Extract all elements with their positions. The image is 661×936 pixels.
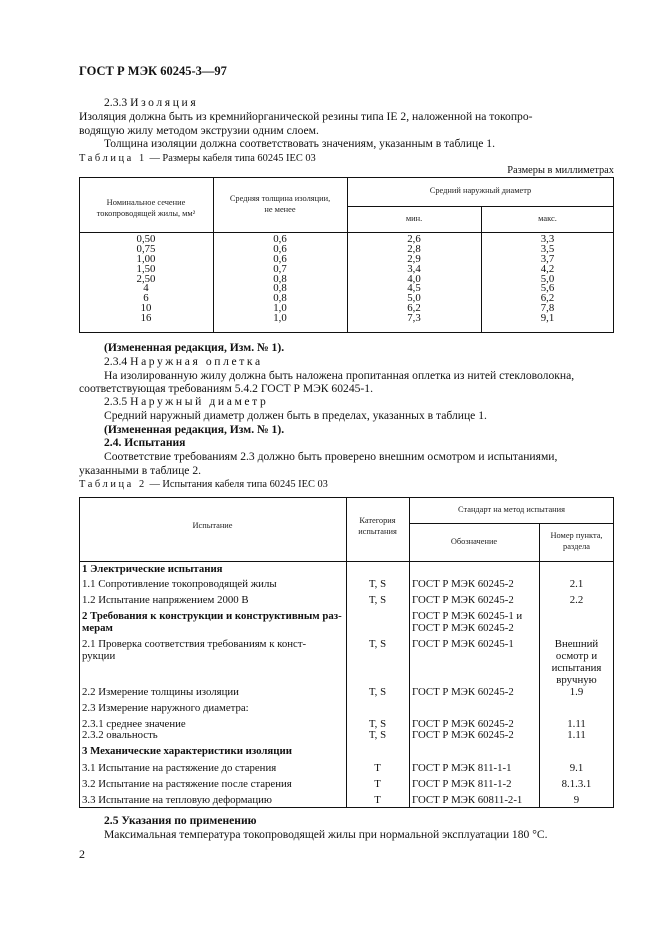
table2-row-3-2-number: 8.1.3.1	[561, 778, 592, 790]
table2-row-1-1-category: T, S	[368, 578, 387, 590]
table2-header-category-a: Категория	[359, 516, 396, 525]
section-24-heading: 2.4. Испытания	[104, 436, 186, 449]
table2-row-3-1-category: T	[374, 762, 381, 774]
section-235-title	[104, 395, 268, 408]
table2-row-2-3-2-standard: ГОСТ Р МЭК 60245-2	[412, 729, 514, 741]
table-cell: 3,5	[540, 242, 555, 255]
document-header: ГОСТ Р МЭК 60245-3—97	[79, 64, 227, 78]
table-cell: 5,0	[407, 292, 421, 305]
table-cell: 0,50	[136, 233, 156, 245]
section-234-heading: Наружная оплетка	[130, 355, 263, 368]
table-cell: 4,0	[407, 272, 421, 285]
table2-row-3-3-test: 3.3 Испытание на тепловую деформацию	[82, 794, 272, 806]
table-cell: 10	[140, 302, 152, 315]
table-cell: 1,50	[136, 262, 156, 275]
section-233-heading: Изоляция	[130, 96, 199, 109]
table-cell: 3,4	[407, 262, 421, 275]
table2-group-construction	[82, 610, 342, 634]
table1-header-thickness-a: Средняя толщина изоляции,	[229, 194, 331, 203]
table2-row-2-3-2-category: T, S	[368, 729, 387, 741]
table2-header-number	[539, 530, 614, 552]
table-cell: 6	[143, 292, 149, 305]
table2-row-2-3-test: 2.3 Измерение наружного диаметра:	[82, 702, 249, 714]
table-cell: 7,3	[407, 312, 421, 325]
table2-row-3-2-test: 3.2 Испытание на растяжение после старения	[82, 778, 292, 790]
table1-col-min	[347, 234, 481, 323]
table2-header-number-b: раздела	[563, 542, 590, 551]
table2-row-2-1-test-a: 2.1 Проверка соответствия требованиям к конст-	[82, 638, 307, 650]
table2-row-1-2-test: 1.2 Испытание напряжением 2000 В	[82, 594, 249, 606]
table-cell: 2,9	[407, 252, 421, 265]
table2-row-2-3-1-number: 1.11	[567, 718, 586, 730]
section-25-heading: 2.5 Указания по применению	[104, 814, 257, 827]
table1-caption-text: — Размеры кабеля типа 60245 IEC 03	[146, 153, 316, 164]
table1-header-thickness	[213, 193, 347, 215]
table2-header-standard: Стандарт на метод испытания	[457, 505, 565, 514]
table-cell: 3,7	[540, 252, 555, 265]
table2-header-designation: Обозначение	[450, 537, 498, 546]
page-number: 2	[79, 847, 85, 861]
table2-header-category	[346, 515, 409, 537]
table2-row-1-2-number: 2.2	[569, 594, 584, 606]
section-25-line1: Максимальная температура токопроводящей жилы при нормальной эксплуатации 180 °С.	[104, 828, 548, 841]
table1-header-min: мин.	[405, 214, 423, 223]
section-24-line2: указанными в таблице 2.	[79, 464, 202, 477]
table-cell: 3,3	[540, 233, 555, 245]
table2-row-2-1-standard: ГОСТ Р МЭК 60245-1	[412, 638, 514, 650]
table2-row-3-1-test: 3.1 Испытание на растяжение до старения	[82, 762, 277, 774]
table2-row-1-2-standard: ГОСТ Р МЭК 60245-2	[412, 594, 514, 606]
table2-row-2-1-number-b: осмотр и	[555, 650, 598, 662]
section-235-line1: Средний наружный диаметр должен быть в пределах, указанных в таблице 1.	[104, 409, 487, 422]
table-cell: 5,0	[540, 272, 555, 285]
table2-row-3-3-number: 9	[573, 794, 580, 806]
table2-row-2-1-number-c: испытания	[551, 662, 602, 674]
table2-row-3-2-category: T	[374, 778, 381, 790]
table1-units-note: Размеры в миллиметрах	[507, 165, 614, 176]
table2-caption-label: Таблица 2	[79, 479, 147, 490]
section-233-line1: Изоляция должна быть из кремнийорганической резины типа IE 2, наложенной на токопро-	[79, 110, 533, 123]
table2-row-1-1-test: 1.1 Сопротивление токопроводящей жилы	[82, 578, 277, 590]
section-234-line1: На изолированную жилу должна быть наложена пропитанная оплетка из нитей стекловолокна,	[104, 369, 575, 382]
table2-row-2-1-number	[539, 638, 614, 686]
table2-caption-text: — Испытания кабеля типа 60245 IEC 03	[146, 479, 328, 490]
table2-group-construction-b: мерам	[82, 622, 113, 634]
table2-row-2-2-test: 2.2 Измерение толщины изоляции	[82, 686, 239, 698]
section-234-line2: соответствующая требованиям 5.4.2 ГОСТ Р МЭК 60245-1.	[79, 382, 373, 395]
section-234-number: 2.3.4	[104, 355, 128, 368]
table2-row-2-1-number-a: Внешний	[554, 638, 599, 650]
table1-col-thickness	[213, 234, 347, 323]
table-cell: 2,8	[407, 242, 421, 255]
table2-header-test: Испытание	[192, 521, 233, 530]
table-cell: 16	[140, 312, 152, 325]
table-cell: 2,50	[136, 272, 156, 285]
table1-col-max	[481, 234, 614, 323]
table1-header-diameter: Средний наружный диаметр	[429, 186, 532, 195]
table-cell: 1,0	[273, 302, 287, 315]
table1-caption	[79, 152, 316, 165]
section-234-title	[104, 355, 263, 368]
table-cell: 0,6	[273, 233, 287, 245]
table2-row-1-2-category: T, S	[368, 594, 387, 606]
table1-caption-label: Таблица 1	[79, 153, 147, 164]
table2-row-2-3-2-number: 1.11	[567, 729, 586, 741]
table2-row-3-1-standard: ГОСТ Р МЭК 811-1-1	[412, 762, 512, 774]
table1-header-section-a: Номинальное сечение	[106, 198, 186, 207]
table-cell: 0,6	[273, 252, 287, 265]
table2-row-2-3-1-category: T, S	[368, 718, 387, 730]
table1-col-section	[79, 234, 213, 323]
table2-row-2-2-standard: ГОСТ Р МЭК 60245-2	[412, 686, 514, 698]
table2-group-mechanical: 3 Механические характеристики изоляции	[82, 745, 292, 757]
table-cell: 6,2	[540, 292, 555, 305]
table2-group-construction-standard-b: ГОСТ Р МЭК 60245-2	[412, 622, 514, 634]
section-233-line2: водящую жилу методом экструзии одним слоем.	[79, 124, 319, 137]
table2-group-construction-standard	[412, 610, 522, 634]
table2-row-3-2-standard: ГОСТ Р МЭК 811-1-2	[412, 778, 512, 790]
section-233-title	[104, 96, 198, 109]
table-cell: 0,8	[273, 282, 287, 295]
table2-row-2-2-category: T, S	[368, 686, 387, 698]
table2-row-2-3-1-test: 2.3.1 среднее значение	[82, 718, 186, 730]
table-cell: 0,8	[273, 292, 287, 305]
section-235-heading: Наружный диаметр	[130, 395, 269, 408]
table2-row-2-2-number: 1.9	[569, 686, 584, 698]
table-cell: 0,8	[273, 272, 287, 285]
table-cell: 1,0	[273, 312, 287, 325]
table2-caption	[79, 478, 328, 491]
table1	[79, 177, 614, 333]
table2-row-1-1-standard: ГОСТ Р МЭК 60245-2	[412, 578, 514, 590]
table1-header-section-b: токопроводящей жилы, мм²	[96, 209, 196, 218]
section-24-line1: Соответствие требованиям 2.3 должно быть проверено внешним осмотром и испытаниями,	[104, 450, 558, 463]
table2-row-2-3-1-standard: ГОСТ Р МЭК 60245-2	[412, 718, 514, 730]
table-cell: 7,8	[540, 302, 555, 315]
table2-group-construction-standard-a: ГОСТ Р МЭК 60245-1 и	[412, 610, 523, 622]
table-cell: 1,00	[136, 252, 156, 265]
table-cell: 4	[143, 282, 149, 295]
table1-header-section	[79, 197, 213, 219]
table2-row-2-1-number-d: вручную	[556, 674, 597, 686]
table-cell: 6,2	[407, 302, 421, 315]
table-cell: 4,5	[407, 282, 421, 295]
table-cell: 9,1	[540, 312, 555, 325]
table2-row-3-1-number: 9.1	[569, 762, 584, 774]
edit-note-1: (Измененная редакция, Изм. № 1).	[104, 341, 285, 354]
table2-row-2-1-category: T, S	[368, 638, 387, 650]
table2-row-1-1-number: 2.1	[569, 578, 584, 590]
table-cell: 0,75	[136, 242, 156, 255]
table1-header-thickness-b: не менее	[264, 205, 296, 214]
table2-group-construction-a: 2 Требования к конструкции и конструктивным раз-	[82, 610, 342, 622]
table2-row-2-1-test	[82, 638, 306, 662]
table2-header-number-a: Номер пункта,	[550, 531, 603, 540]
table2-group-electrical: 1 Электрические испытания	[82, 563, 223, 575]
table2-row-2-3-2-test: 2.3.2 овальность	[82, 729, 158, 741]
table2-row-3-3-category: T	[374, 794, 381, 806]
table-cell: 0,7	[273, 262, 287, 275]
section-235-number: 2.3.5	[104, 395, 128, 408]
table-cell: 2,6	[407, 233, 421, 245]
table-cell: 4,2	[540, 262, 555, 275]
table2-row-2-1-test-b: рукции	[82, 650, 116, 662]
section-233-number: 2.3.3	[104, 96, 128, 109]
table-cell: 5,6	[540, 282, 555, 295]
table2-row-3-3-standard: ГОСТ Р МЭК 60811-2-1	[412, 794, 523, 806]
table1-header-max: макс.	[538, 214, 557, 223]
section-233-line3: Толщина изоляции должна соответствовать значениям, указанным в таблице 1.	[104, 137, 495, 150]
table2	[79, 497, 614, 808]
table2-header-category-b: испытания	[358, 527, 397, 536]
edit-note-2: (Измененная редакция, Изм. № 1).	[104, 423, 285, 436]
table-cell: 0,6	[273, 242, 287, 255]
